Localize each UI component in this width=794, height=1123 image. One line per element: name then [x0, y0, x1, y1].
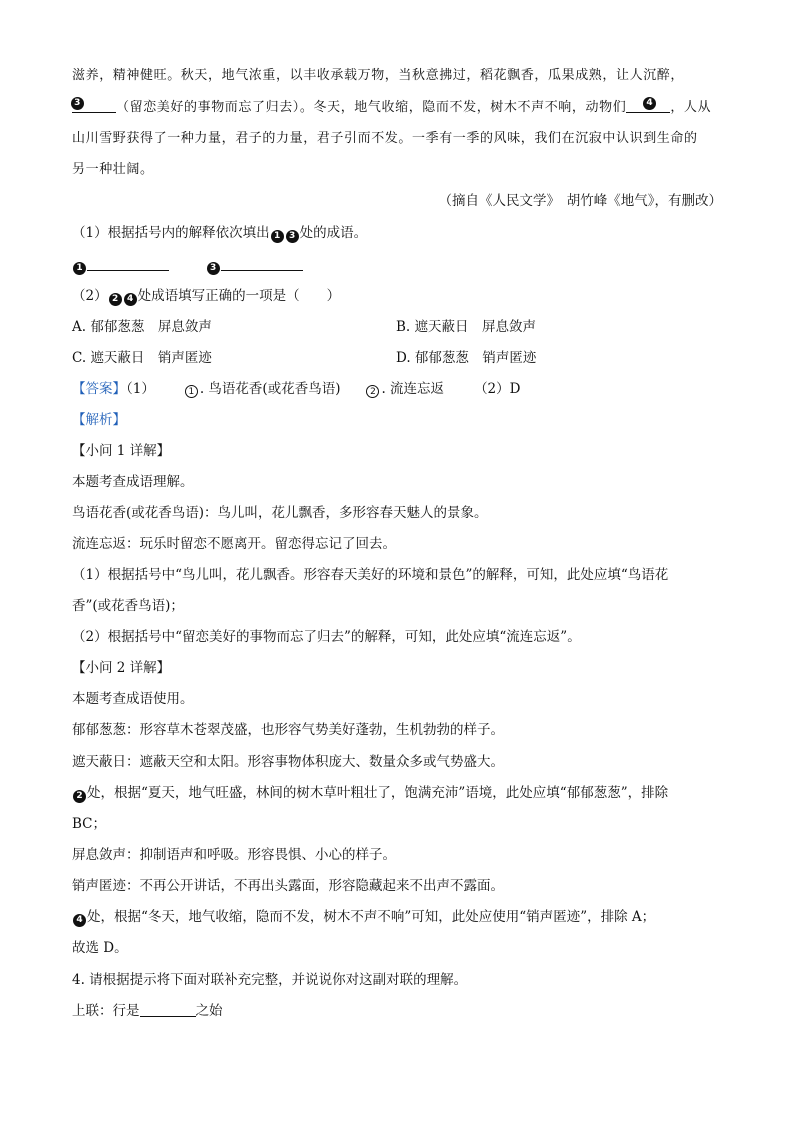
analysis-text: 故选 D。: [72, 940, 128, 956]
q4-prompt: 4. 请根据提示将下面对联补充完整，并说说你对这副对联的理解。: [72, 972, 468, 988]
marker-3-icon: 3: [286, 230, 299, 243]
passage-line-4: 另一种壮阔。: [72, 162, 154, 177]
answer-label: 【答案】: [72, 381, 126, 397]
answer-blank-1[interactable]: [87, 256, 169, 271]
passage-line-3: 山川雪野获得了一种力量，君子的力量，君子引而不发。一季有一季的风味，我们在沉寂中认识到生命的: [72, 131, 698, 146]
blank-3: [72, 98, 116, 113]
passage-line-2: [72, 98, 722, 118]
analysis-text: 本题考查成语使用。: [72, 691, 194, 707]
marker-3-icon: 3: [71, 97, 84, 110]
analysis-text: （1）根据括号中“鸟儿叫，花儿飘香。形容春天美好的环境和景色”的解释，可知，此处应填“鸟语花: [72, 567, 669, 583]
analysis-text: 4 处，根据“冬天，地气收缩，隐而不发，树木不声不响”可知，此处应使用“销声匿迹”，排除 A；: [72, 907, 722, 927]
blank-marker-1-icon: 1: [73, 262, 86, 275]
couplet-blank[interactable]: [140, 1002, 196, 1017]
analysis-text: 屏息敛声：抑制语声和呼吸。形容畏惧、小心的样子。: [72, 847, 396, 863]
analysis-text: 遮天蔽日：遮蔽天空和太阳。形容事物体积庞大、数量众多或气势盛大。: [72, 754, 504, 770]
option-c[interactable]: C. 遮天蔽日 销声匿迹: [72, 350, 212, 366]
q2-options-row-1: [72, 317, 722, 337]
analysis-text: 销声匿迹：不再公开讲话，不再出头露面，形容隐藏起来不出声不露面。: [72, 878, 504, 894]
analysis-text: 流连忘返：玩乐时留恋不愿离开。留恋得忘记了回去。: [72, 536, 396, 552]
marker-4-icon: 4: [643, 97, 656, 110]
q2-options-row-2: [72, 348, 722, 368]
q4-upper-couplet: 上联：行是 之始: [72, 1003, 223, 1019]
sub-question-2-heading: 【小问 2 详解】: [72, 660, 171, 676]
blank-marker-3-icon: 3: [207, 262, 220, 275]
analysis-text: BC；: [72, 816, 107, 832]
q1-prompt: （1）根据括号内的解释依次填出 1 3 处的成语。: [72, 225, 368, 241]
marker-2-icon: 2: [109, 293, 122, 306]
marker-4-icon: 4: [124, 293, 137, 306]
analysis-text: 鸟语花香(或花香鸟语)：鸟儿叫，花儿飘香，多形容春天魅人的景象。: [72, 505, 488, 521]
option-d[interactable]: D. 郁郁葱葱 销声匿迹: [396, 350, 537, 366]
answer-circle-2-icon: 2: [366, 385, 379, 398]
sub-question-1-heading: 【小问 1 详解】: [72, 443, 171, 459]
analysis-text: 2 处，根据“夏天，地气旺盛，林间的树木草叶粗壮了，饱满充沛”语境，此处应填“郁郁葱葱”，排除: [72, 783, 722, 803]
q2-prompt: （2） 2 4 处成语填写正确的一项是（ ）: [72, 288, 341, 304]
passage-source: （摘自《人民文学》 胡竹峰《地气》，有删改）: [438, 193, 722, 209]
analysis-text: 本题考查成语理解。: [72, 474, 194, 490]
answer-circle-1-icon: 1: [185, 385, 198, 398]
analysis-label: 【解析】: [72, 412, 126, 428]
marker-4-icon: 4: [73, 914, 86, 927]
answer-line: 【答案】（1） 1 . 鸟语花香(或花香鸟语) 2 . 流连忘返 （2）D: [72, 381, 521, 397]
passage-line-2-text: （留恋美好的事物而忘了归去）。冬天，地气收缩，隐而不发，树木不声不响，动物们: [116, 100, 627, 115]
q1-blanks: [72, 255, 722, 275]
analysis-text: 郁郁葱葱：形容草木苍翠茂盛，也形容气势美好蓬勃，生机勃勃的样子。: [72, 722, 504, 738]
passage-line-2-end: ，人从: [670, 100, 712, 115]
passage-line-1: 滋养，精神健旺。秋天，地气浓重，以丰收承载万物，当秋意拂过，稻花飘香，瓜果成熟，让人沉醉，: [72, 68, 685, 83]
marker-2-icon: 2: [73, 790, 86, 803]
option-a[interactable]: A. 郁郁葱葱 屏息敛声: [72, 319, 212, 335]
analysis-text: （2）根据括号中“留恋美好的事物而忘了归去”的解释，可知，此处应填“流连忘返”。: [72, 629, 581, 645]
option-b[interactable]: B. 遮天蔽日 屏息敛声: [396, 319, 537, 335]
blank-4: [626, 98, 670, 113]
marker-1-icon: 1: [271, 230, 284, 243]
analysis-text: 香”(或花香鸟语)；: [72, 598, 184, 614]
answer-blank-3[interactable]: [221, 256, 303, 271]
